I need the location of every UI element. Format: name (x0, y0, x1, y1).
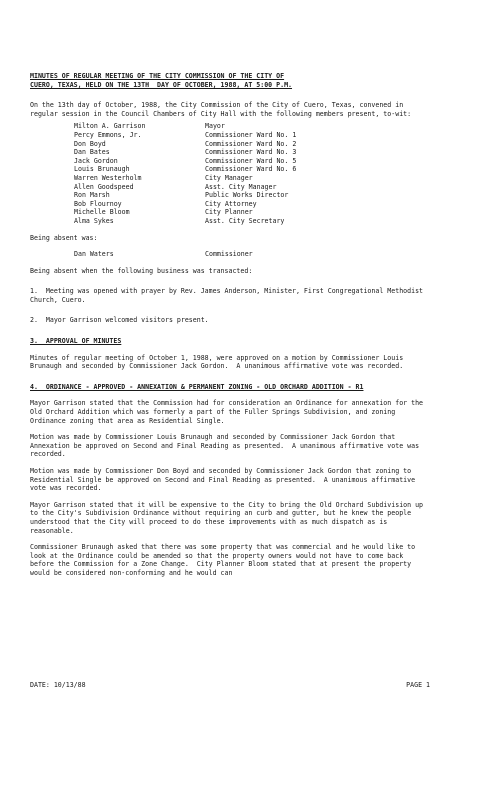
member-title: City Manager (205, 173, 253, 182)
member-title: Asst. City Secretary (205, 216, 285, 225)
member-name: Bob Flournoy (74, 199, 122, 208)
roster-row (30, 183, 430, 192)
member-title: Commissioner Ward No. 1 (205, 130, 297, 139)
item-4-paragraph-5: Commissioner Brunaugh asked that there was some property that was commercial and he would like to look at the Ordinance could be amended so that the property owners would not have to come back before the Commission for a Zone Change. City Planner Bloom stated that at present the property would be considered non-conforming and he would can (30, 543, 420, 577)
member-title: City Planner (205, 208, 253, 217)
member-name: Ron Marsh (74, 191, 110, 200)
member-name: Dan Bates (74, 148, 110, 157)
roster-row (30, 208, 430, 217)
roster-row (30, 217, 430, 226)
member-name: Warren Westerholm (74, 173, 142, 182)
member-title: Commissioner Ward No. 5 (205, 156, 297, 165)
member-title: Commissioner Ward No. 3 (205, 148, 297, 157)
member-name: Michelle Bloom (74, 208, 130, 217)
item-2-welcome: 2. Mayor Garrison welcomed visitors present. (30, 316, 209, 325)
member-title: Commissioner Ward No. 2 (205, 139, 297, 148)
business-transacted-line: Being absent when the following business was transacted: (30, 266, 253, 275)
member-name: Jack Gordon (74, 156, 118, 165)
member-name: Allen Goodspeed (74, 182, 134, 191)
roster-row (30, 191, 430, 200)
roster-row (30, 122, 430, 131)
roster-row (30, 157, 430, 166)
roster-row (30, 200, 430, 209)
item-4-paragraph-4: Mayor Garrison stated that it will be expensive to the City to bring the Old Orchard Subdivision up to the City's Subdivision Ordinance without requiring an curb and gutter, but he knew the people understood that the City will proceed to do these improvements with as much dispatch as is reasonable. (30, 500, 427, 535)
member-name: Percy Emmons, Jr. (74, 130, 142, 139)
page-footer (30, 681, 430, 690)
attendance-roster (30, 122, 430, 225)
footer-date: DATE: 10/13/88 (30, 681, 86, 689)
minutes-document (30, 72, 430, 578)
document-heading-line-2: CUERO, TEXAS, HELD ON THE 13TH DAY OF OCTOBER, 1988, AT 5:00 P.M. (30, 80, 293, 89)
member-title: Asst. City Manager (205, 182, 277, 191)
item-4-heading: 4. ORDINANCE - APPROVED - ANNEXATION & PERMANENT ZONING - OLD ORCHARD ADDITION - R1 (30, 382, 364, 391)
item-3-heading: 3. APPROVAL OF MINUTES (30, 337, 122, 346)
item-3-body: Minutes of regular meeting of October 1, 1988, were approved on a motion by Commissioner Louis Brunaugh and seconded by Commissioner Jack Gordon. A unanimous affirmative vote was recorded. (30, 353, 408, 371)
roster-row (30, 148, 430, 157)
member-title: Mayor (205, 122, 225, 131)
member-name: Alma Sykes (74, 216, 114, 225)
member-name: Louis Brunaugh (74, 165, 130, 174)
absent-label: Being absent was: (30, 233, 98, 242)
footer-page-number: PAGE 1 (406, 681, 430, 689)
item-1-prayer: 1. Meeting was opened with prayer by Rev. James Anderson, Minister, First Congregational Methodist Church, Cuero. (30, 287, 427, 304)
item-4-paragraph-1: Mayor Garrison stated that the Commission had for consideration an Ordinance for annexation for the Old Orchard Addition which was formerly a part of the Fuller Springs Subdivision, and zoning Ordinance zoning that area as Residential Single. (30, 399, 427, 425)
member-name: Don Boyd (74, 139, 106, 148)
absent-member-title: Commissioner (205, 250, 253, 259)
item-4-paragraph-3: Motion was made by Commissioner Don Boyd and seconded by Commissioner Jack Gordon that zoning to Residential Single be approved on Second and Final Reading as presented. A unanimous affirmative vote was recorded. (30, 467, 420, 493)
roster-row (30, 165, 430, 174)
member-title: Public Works Director (205, 191, 289, 200)
item-4-paragraph-2: Motion was made by Commissioner Louis Brunaugh and seconded by Commissioner Jack Gordon that Annexation be approved on Second and Final Reading as presented. A unanimous affirmative vote was recorded. (30, 433, 424, 459)
member-title: Commissioner Ward No. 6 (205, 165, 297, 174)
member-title: City Attorney (205, 199, 257, 208)
absent-member-row (30, 250, 430, 259)
roster-row (30, 140, 430, 149)
absent-member-name: Dan Waters (74, 250, 114, 259)
roster-row (30, 131, 430, 140)
intro-paragraph: On the 13th day of October, 1988, the City Commission of the City of Cuero, Texas, convened in regular session in the Council Chambers of City Hall with the following members present, to-wit: (30, 101, 412, 118)
document-heading-line-1: MINUTES OF REGULAR MEETING OF THE CITY COMMISSION OF THE CITY OF (30, 72, 285, 80)
member-name: Milton A. Garrison (74, 122, 146, 131)
roster-row (30, 174, 430, 183)
